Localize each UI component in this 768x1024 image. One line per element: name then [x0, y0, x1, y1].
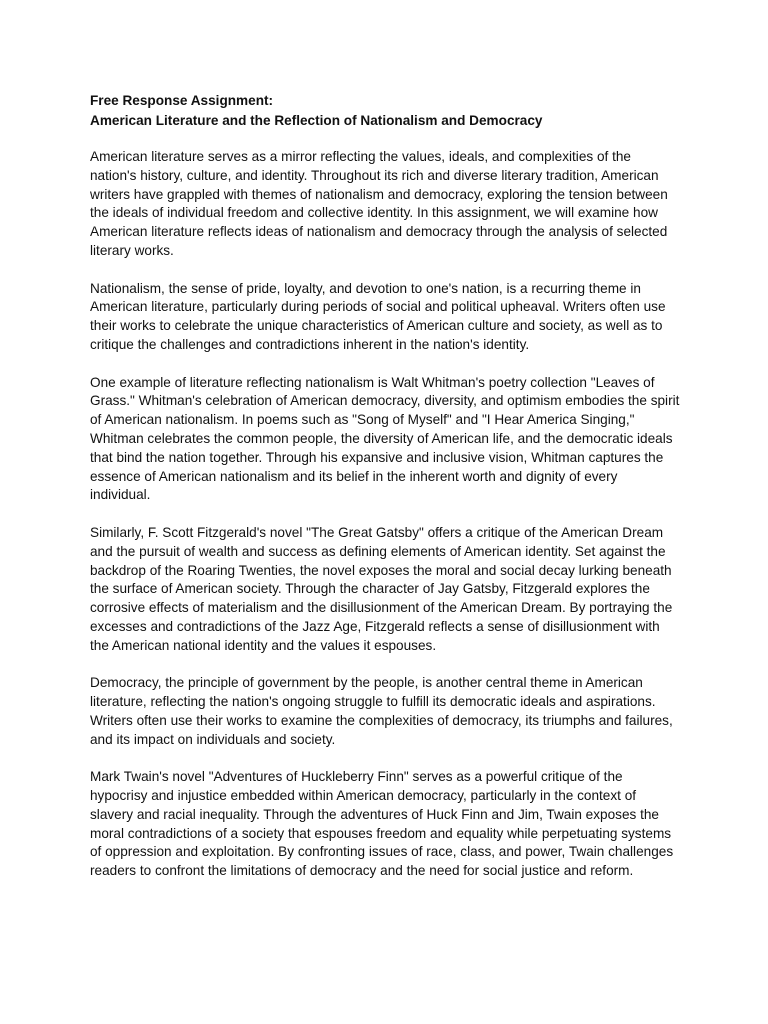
paragraph-whitman: One example of literature reflecting nationalism is Walt Whitman's poetry collection "Leaves of Grass." Whitman's celebration of American democracy, diversity, and optimism embodies the spirit of American nationalism. In poems such as "Song of Myself" and "I Hear America Singing," Whitman celebrates the common people, the diversity of American life, and the democratic ideals that bind the nation together. Through his expansive and inclusive vision, Whitman captures the essence of American nationalism and its belief in the inherent worth and dignity of every individual.	[90, 374, 680, 503]
assignment-label: Free Response Assignment:	[90, 93, 274, 108]
paragraph-twain: Mark Twain's novel "Adventures of Huckleberry Finn" serves as a powerful critique of the hypocrisy and injustice embedded within American democracy, particularly in the context of slavery and racial inequality. Through the adventures of Huck Finn and Jim, Twain exposes the moral contradictions of a society that espouses freedom and equality while perpetuating systems of oppression and exploitation. By confronting issues of race, class, and power, Twain challenges readers to confront the limitations of democracy and the need for social justice and reform.	[90, 769, 674, 879]
assignment-title: American Literature and the Reflection of Nationalism and Democracy	[90, 113, 543, 128]
document-header	[90, 91, 680, 131]
paragraph-introduction: American literature serves as a mirror reflecting the values, ideals, and complexities of the nation's history, culture, and identity. Throughout its rich and diverse literary tradition, American writers have grappled with themes of nationalism and democracy, exploring the tension between the ideals of individual freedom and collective identity. In this assignment, we will examine how American literature reflects ideas of nationalism and democracy through the analysis of selected literary works.	[90, 149, 668, 258]
paragraph-fitzgerald: Similarly, F. Scott Fitzgerald's novel "The Great Gatsby" offers a critique of the American Dream and the pursuit of wealth and success as defining elements of American identity. Set against the backdrop of the Roaring Twenties, the novel exposes the moral and social decay lurking beneath the surface of American society. Through the character of Jay Gatsby, Fitzgerald explores the corrosive effects of materialism and the disillusionment of the American Dream. By portraying the excesses and contradictions of the Jazz Age, Fitzgerald reflects a sense of disillusionment with the American national identity and the values it espouses.	[90, 524, 673, 653]
document-page	[90, 91, 680, 900]
paragraph-democracy: Democracy, the principle of government by the people, is another central theme in American literature, reflecting the nation's ongoing struggle to fulfill its democratic ideals and aspirations. Writers often use their works to examine the complexities of democracy, its triumphs and failures, and its impact on individuals and society.	[90, 675, 673, 747]
paragraph-nationalism: Nationalism, the sense of pride, loyalty, and devotion to one's nation, is a recurring theme in American literature, particularly during periods of social and political upheaval. Writers often use their works to celebrate the unique characteristics of American culture and society, as well as to critique the challenges and contradictions inherent in the nation's identity.	[90, 280, 666, 352]
